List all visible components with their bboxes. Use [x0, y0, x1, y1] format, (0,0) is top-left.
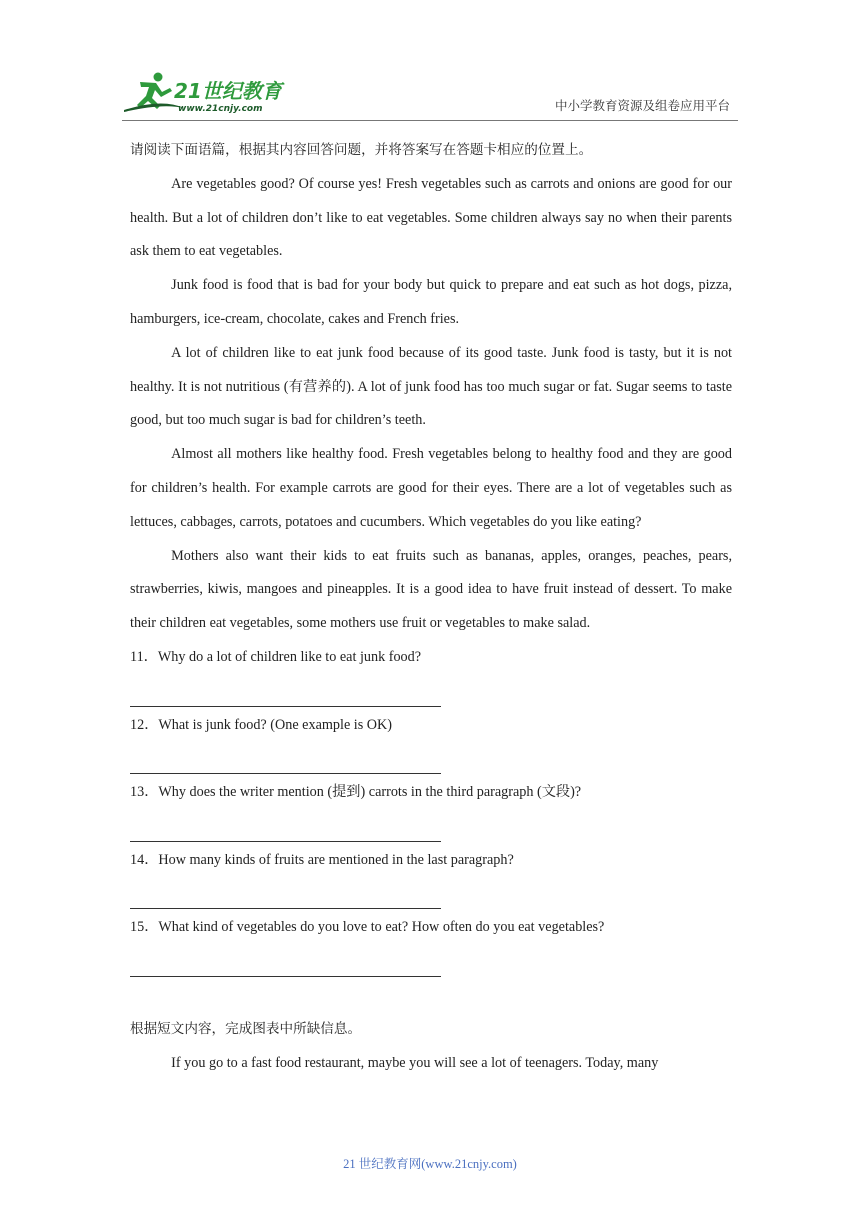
- answer-line-14[interactable]: [130, 878, 441, 912]
- header-divider: [122, 120, 738, 121]
- answer-line-13[interactable]: [130, 810, 441, 844]
- page-header: [0, 0, 860, 125]
- question-11: 11．Why do a lot of children like to eat junk food?: [130, 648, 422, 665]
- logo-url-text: www.21cnjy.com: [178, 104, 263, 114]
- document-body: [130, 134, 732, 1080]
- page-footer: 21 世纪教育网(www.21cnjy.com): [343, 1157, 517, 1171]
- question-15: 15．What kind of vegetables do you love to eat? How often do you eat vegetables?: [130, 919, 605, 936]
- answer-line-11[interactable]: [130, 675, 441, 709]
- logo-main-text: 21世纪教育: [174, 79, 282, 103]
- answer-line-12[interactable]: [130, 742, 441, 776]
- paragraph-2: Junk food is food that is bad for your body but quick to prepare and eat such as hot dogs, pizza, hamburgers, ice-cream, chocolate, cakes and French fries.: [130, 277, 732, 327]
- answer-line-15[interactable]: [130, 945, 441, 979]
- paragraph-fastfood: If you go to a fast food restaurant, maybe you will see a lot of teenagers. Today, many: [171, 1054, 659, 1071]
- question-12: 12．What is junk food? (One example is OK): [130, 716, 393, 733]
- platform-name: 中小学教育资源及组卷应用平台: [554, 98, 730, 113]
- logo: [122, 68, 292, 118]
- instruction-chart: 根据短文内容，完成图表中所缺信息。: [130, 1020, 362, 1037]
- paragraph-3: A lot of children like to eat junk food because of its good taste. Junk food is tasty, but it is not healthy. It is not nutritious (有营养的). A lot of junk food has too much sugar or fat. Sugar seems to taste good, but too much sugar is bad for children’s teeth.: [130, 344, 732, 429]
- question-13: 13．Why does the writer mention (提到) carrots in the third paragraph (文段)?: [130, 784, 582, 801]
- paragraph-1: Are vegetables good? Of course yes! Fresh vegetables such as carrots and onions are good for our health. But a lot of children don’t like to eat vegetables. Some children always say no when their parents ask them to eat vegetables.: [130, 175, 732, 260]
- instruction-reading: 请阅读下面语篇，根据其内容回答问题，并将答案写在答题卡相应的位置上。: [130, 142, 593, 158]
- question-14: 14．How many kinds of fruits are mentioned in the last paragraph?: [130, 851, 514, 868]
- paragraph-5: Mothers also want their kids to eat fruits such as bananas, apples, oranges, peaches, pears, strawberries, kiwis, mangoes and pineapples. It is a good idea to have fruit instead of dessert. To make their children eat vegetables, some mothers use fruit or vegetables to make salad.: [130, 547, 732, 632]
- section-spacer: [130, 979, 732, 1013]
- paragraph-4: Almost all mothers like healthy food. Fresh vegetables belong to healthy food and they are good for children’s health. For example carrots are good for their eyes. There are a lot of vegetables such as lettuces, cabbages, carrots, potatoes and cucumbers. Which vegetables do you like eating?: [130, 446, 732, 530]
